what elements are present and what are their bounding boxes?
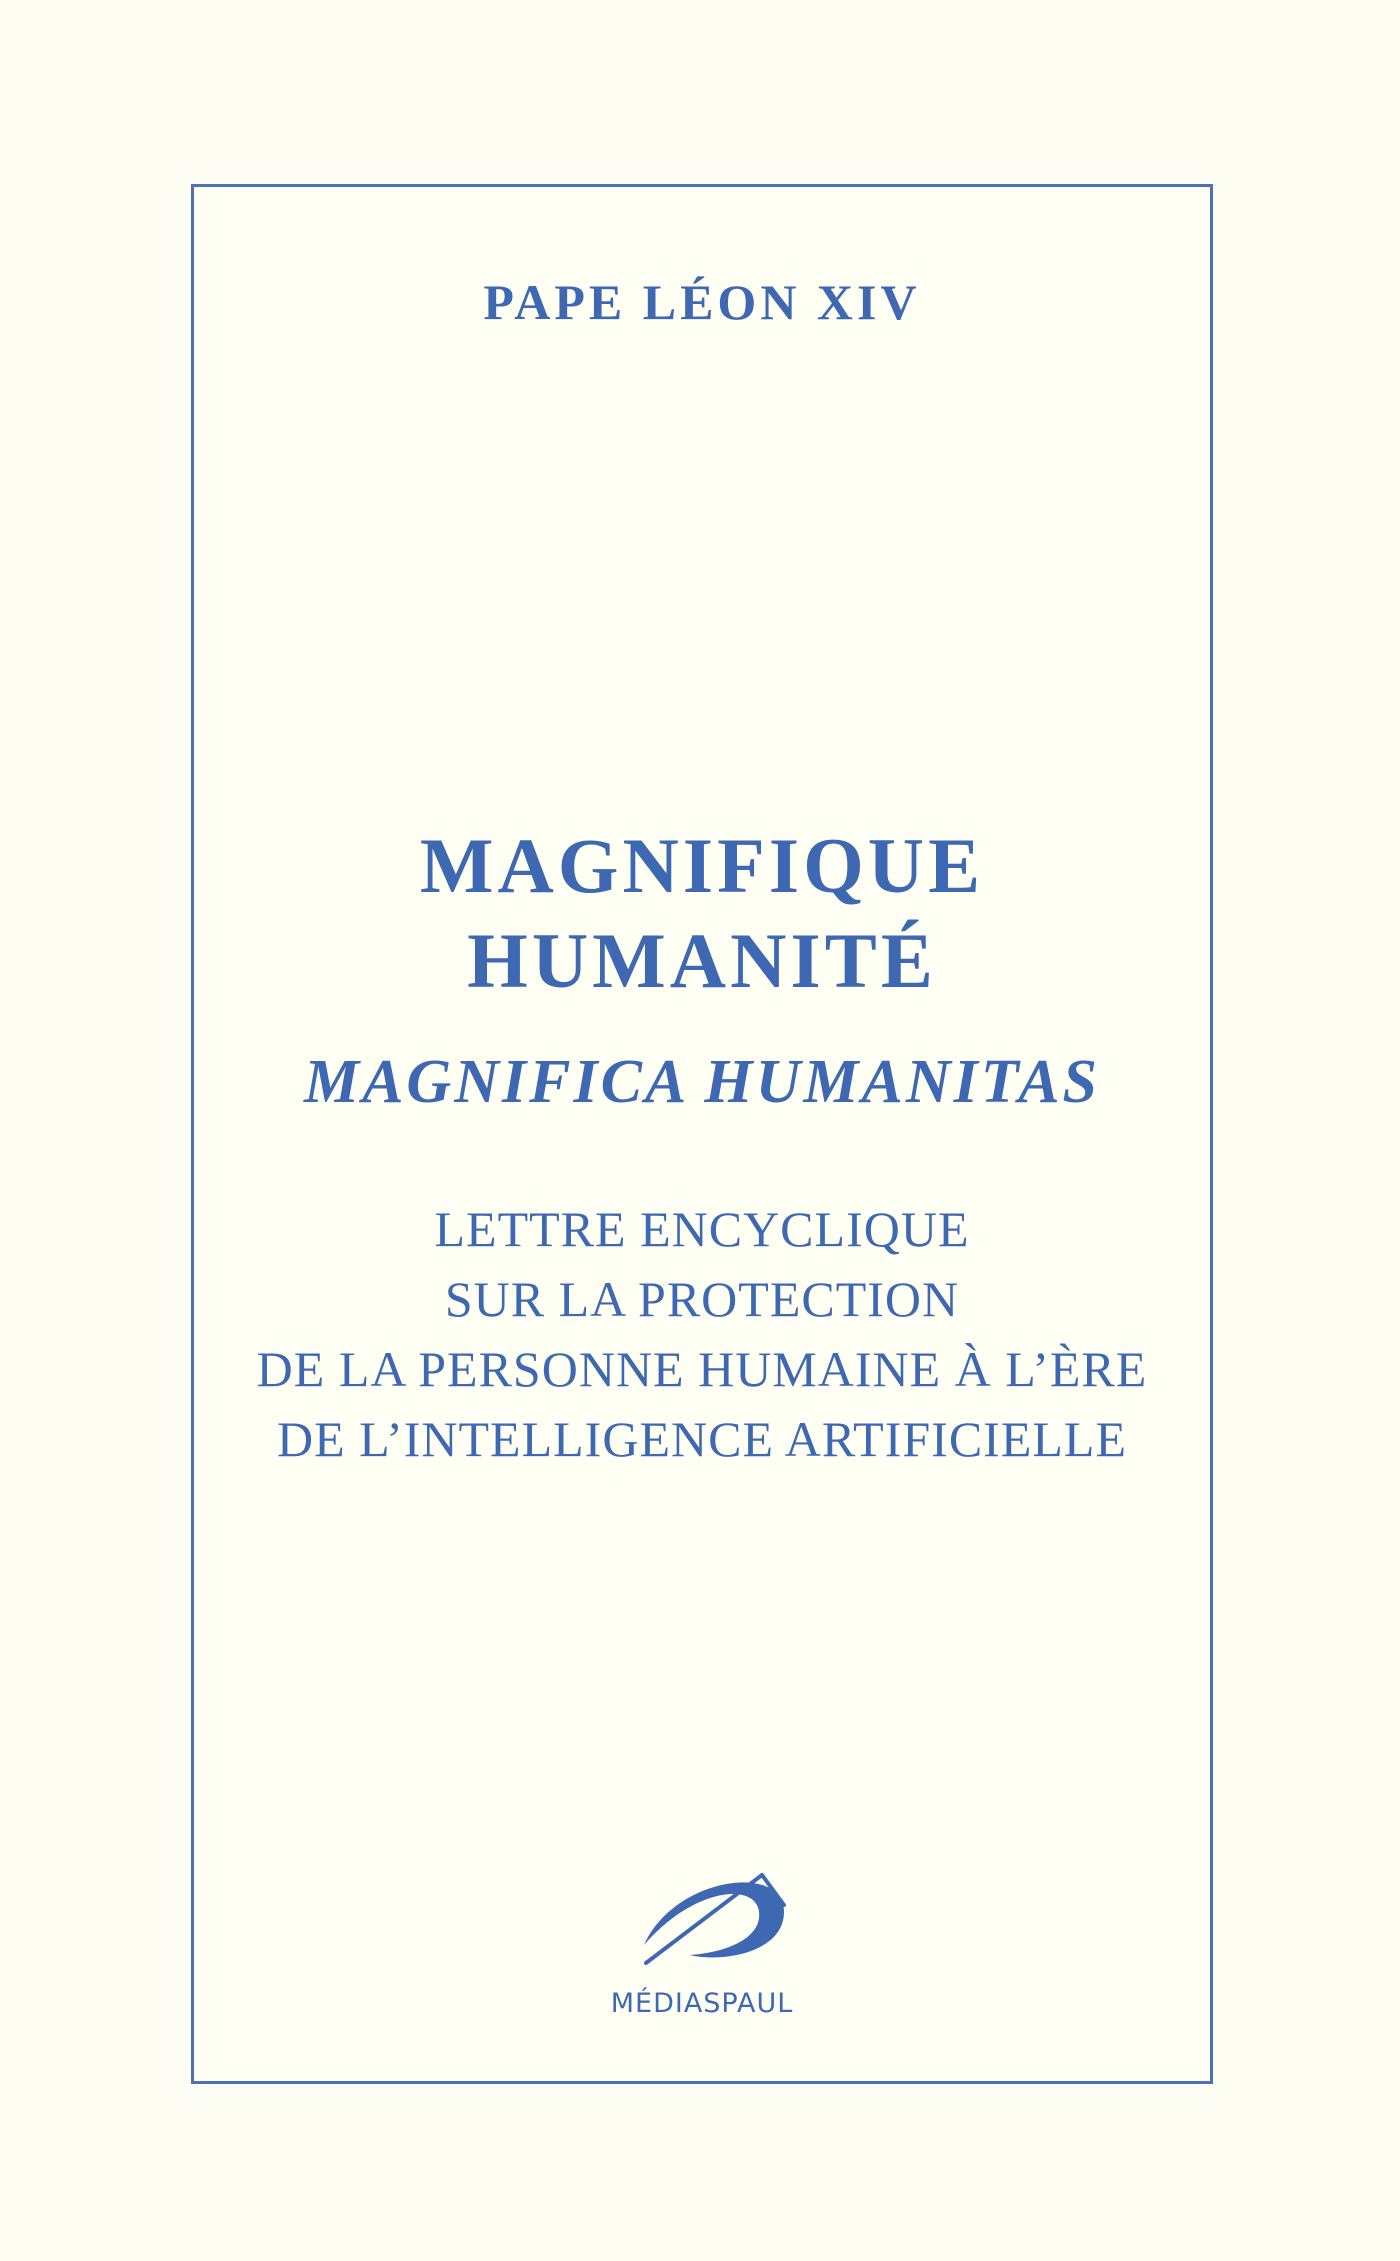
author-name: PAPE LÉON XIV [483,274,921,330]
subtitle-line-1: LETTRE ENCYCLIQUE [434,1201,970,1257]
publisher-name: MÉDIASPAUL [610,1988,794,2019]
title-line-1: MAGNIFIQUE [419,822,985,909]
subtitle-line-4: DE L’INTELLIGENCE ARTIFICIELLE [277,1411,1127,1467]
latin-title: MAGNIFICA HUMANITAS [303,1048,1101,1116]
title-line-2: HUMANITÉ [467,917,937,1004]
cover-frame [191,184,1213,2084]
subtitle-line-2: SUR LA PROTECTION [444,1271,960,1327]
mediaspaul-logo-icon [634,1867,794,1967]
subtitle-line-3: DE LA PERSONNE HUMAINE À L’ÈRE [256,1341,1148,1397]
